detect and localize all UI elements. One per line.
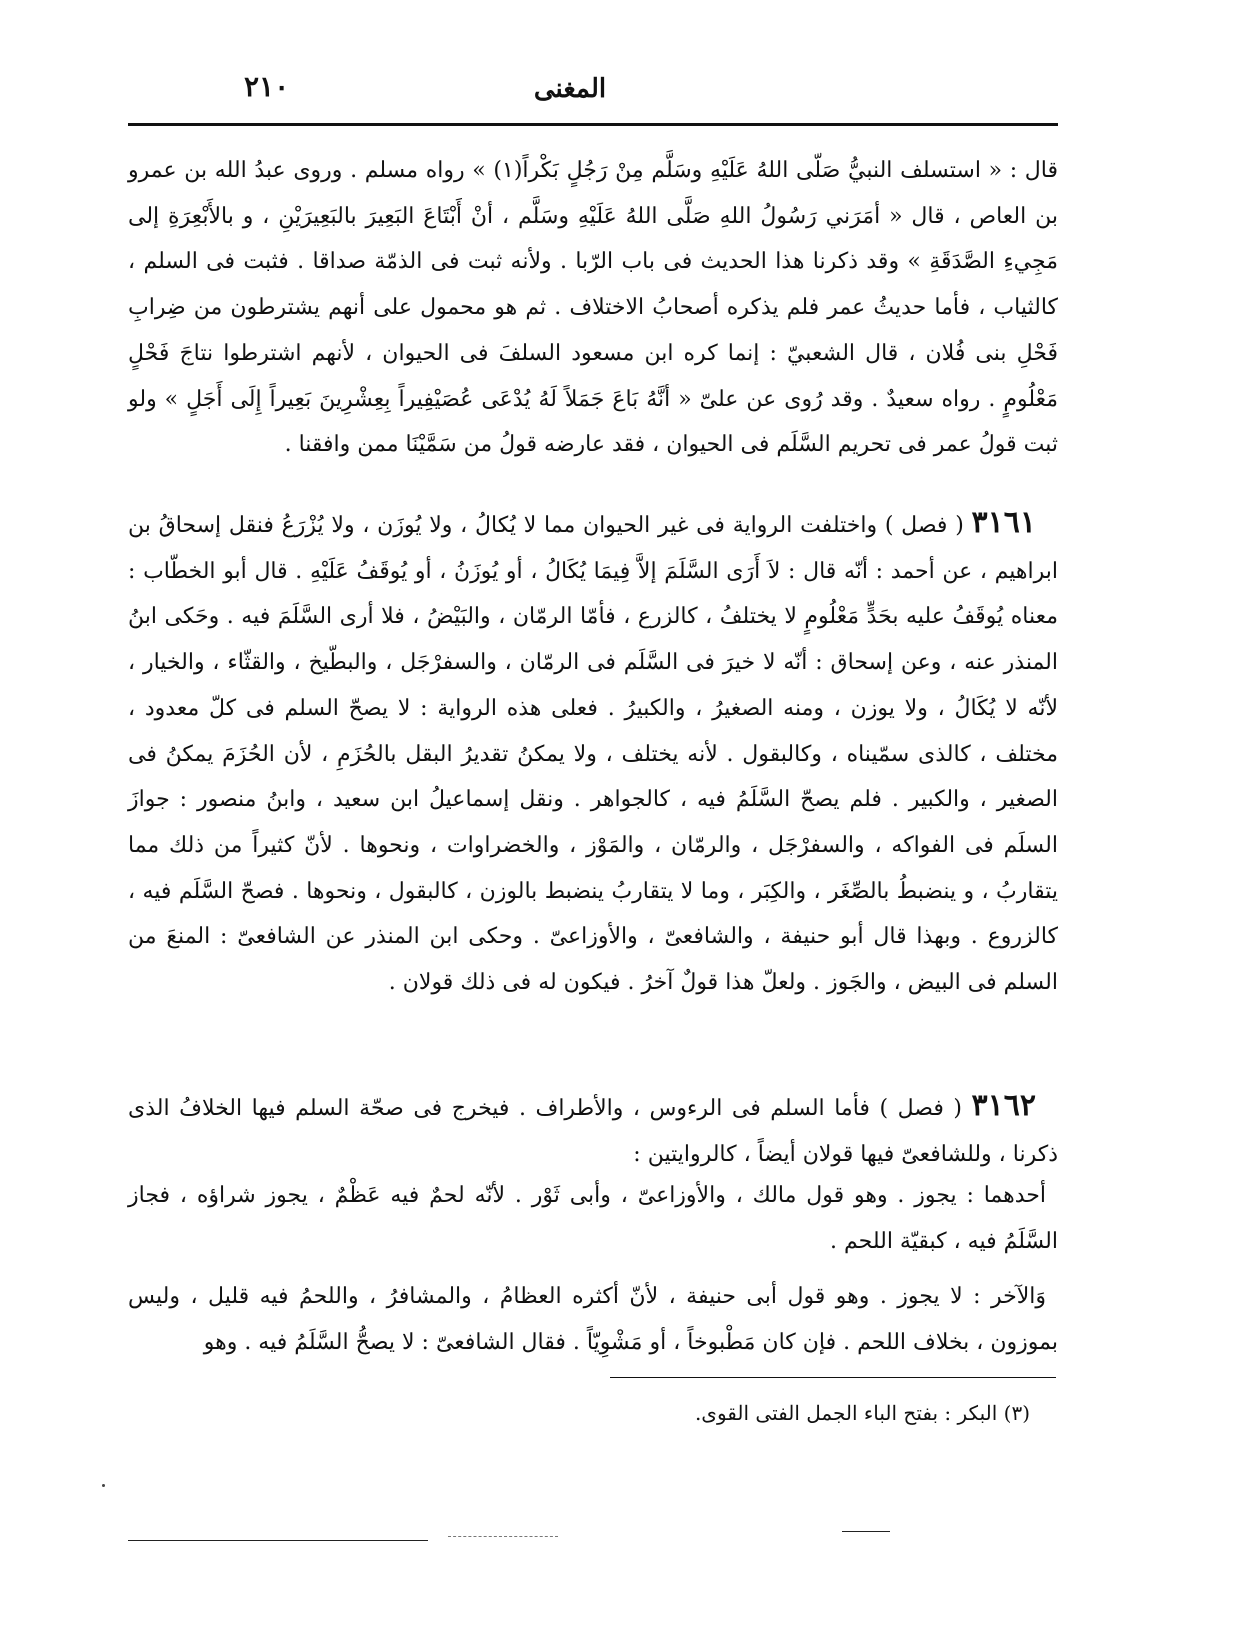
paragraph-second-opinion-text: وَالآخر : لا يجوز . وهو قول أبى حنيفة ، لأنّ أكثره العظامُ ، والمشافرُ ، واللحمُ فيه قليل ، وليس بموزون ، بخلاف اللحم . فإن كان مَطْبوخاً ، أو مَشْوِيّاً . فقال الشافعىّ : لا يصحُّ السَّلَمُ فيه . وهو: [128, 1284, 1058, 1355]
section-3161-text: ( فصل ) واختلفت الرواية فى غير الحيوان مما لا يُكالُ ، ولا يُوزَن ، ولا يُزْرَعُ فنقل إسحاقُ بن ابراهيم ، عن أحمد : أنّه قال : لاَ أَرَى السَّلَمَ إلاَّ فِيمَا يُكَالُ ، أو يُوزَنُ ، أو يُوقَفُ عَلَيْهِ . قال أبو الخطّاب : معناه يُوقَفُ عليه بحَدٍّ مَعْلُومٍ لا يختلفُ ، كالزرع ، فأمّا الرمّان ، والبَيْضُ ، فلا أرى السَّلَمَ فيه . وحَكى ابنُ المنذر عنه ، وعن إسحاق : أنّه لا خيرَ فى السَّلَم فى الرمّان ، والسفرْجَل ، والبطّيخ ، والقثّاء ، والخيار ، لأنّه لا يُكَالُ ، ولا يوزن ، ومنه الصغيرُ ، والكبيرُ . فعلى هذه الرواية : لا يصحّ السلم فى كلّ معدود ، مختلف ، كالذى سمّيناه ، وكالبقول . لأنه يختلف ، ولا يمكنُ تقديرُ البقل بالحُزَمِ ، لأن الحُزَمَ يمكنُ فى الصغير ، والكبير . فلم يصحّ السَّلَمُ فيه ، كالجواهر . ونقل إسماعيلُ ابن سعيد ، وابنُ منصور : جوازَ السلَم فى الفواكه ، والسفرْجَل ، والرمّان ، والمَوْز ، والخضراوات ، ونحوها . لأنّ كثيراً من ذلك مما يتقاربُ ، و ينضبطُ بالصِّغَر ، والكِبَر ، وما لا يتقاربُ ينضبط بالوزن ، كالبقول ، ونحوها . فصحّ السَّلَم فيه ، كالزروع . وبهذا قال أبو حنيفة ، والشافعىّ ، والأوزاعىّ . وحكى ابن المنذر عن الشافعىّ : المنعَ من السلم فى البيض ، والجَوز . ولعلّ هذا قولٌ آخرُ . فيكون له فى ذلك قولان .: [128, 513, 1058, 996]
paragraph-first-opinion-text: أحدهما : يجوز . وهو قول مالك ، والأوزاعىّ ، وأبى ثَوْر . لأنّه لحمٌ فيه عَظْمٌ ، يجوز شراؤه ، فجاز السَّلَمُ فيه ، كبقيّة اللحم .: [128, 1183, 1058, 1254]
section-3162: [128, 1083, 1058, 1167]
bottom-scan-dashes: [448, 1536, 558, 1537]
section-number: ٣١٦١: [971, 505, 1036, 540]
paragraph-1-text: قال : « استسلف النبيُّ صَلّى اللهُ عَلَيْهِ وسَلَّم مِنْ رَجُلٍ بَكْراً(١) » رواه مسلم . وروى عبدُ الله بن عمرو بن العاص ، قال « أمَرَني رَسُولُ اللهِ صَلَّى اللهُ عَلَيْهِ وسَلَّم ، أنْ أَبْتَاعَ البَعِيرَ بالبَعِيرَيْنِ ، و بالأَبْعِرَةِ إلى مَجِيءِ الصَّدَقَةِ » وقد ذكرنا هذا الحديث فى باب الرّبا . ولأنه ثبت فى الذمّة صداقا . فثبت فى السلم ، كالثياب ، فأما حديثُ عمر فلم يذكره أصحابُ الاختلاف . ثم هو محمول على أنهم يشترطون من ضِرابِ فَحْلِ بنى فُلان ، قال الشعبيّ : إنما كره ابن مسعود السلفَ فى الحيوان ، لأنهم اشترطوا نتاجَ فَحْلٍ مَعْلُومٍ . رواه سعيدٌ . وقد رُوى عن علىّ « أنَّهُ بَاعَ جَمَلاً لَهُ يُدْعَى عُصَيْفِيراً بِعِشْرِينَ بَعِيراً إِلَى أَجَلٍ » ولو ثبت قولُ عمر فى تحريم السَّلَم فى الحيوان ، فقد عارضه قولُ من سَمَّيْنَا ممن وافقنا .: [128, 158, 1058, 458]
section-3162-text: ( فصل ) فأما السلم فى الرءوس ، والأطراف . فيخرج فى صحّة السلم فيها الخلافُ الذى ذكرنا ، وللشافعىّ فيها قولان أيضاً ، كالروايتين :: [128, 1096, 1058, 1167]
paragraph-first-opinion: [128, 1173, 1058, 1263]
paragraph-1: [128, 148, 1058, 493]
section-number: ٣١٦٢: [971, 1088, 1036, 1123]
running-title: المغنى: [533, 74, 607, 104]
scan-speck: [102, 1484, 105, 1487]
header-rule: [128, 123, 1058, 126]
paragraph-second-opinion: [128, 1274, 1058, 1364]
section-3161: [128, 500, 1058, 1075]
footnote-rule: [610, 1377, 1056, 1378]
bottom-scan-mark: [842, 1531, 890, 1532]
footnote: (٣) البكر : بفتح الباء الجمل الفتى القوى.: [694, 1401, 1030, 1425]
page-number: ٢١٠: [244, 70, 290, 103]
bottom-scan-line: [128, 1540, 428, 1541]
